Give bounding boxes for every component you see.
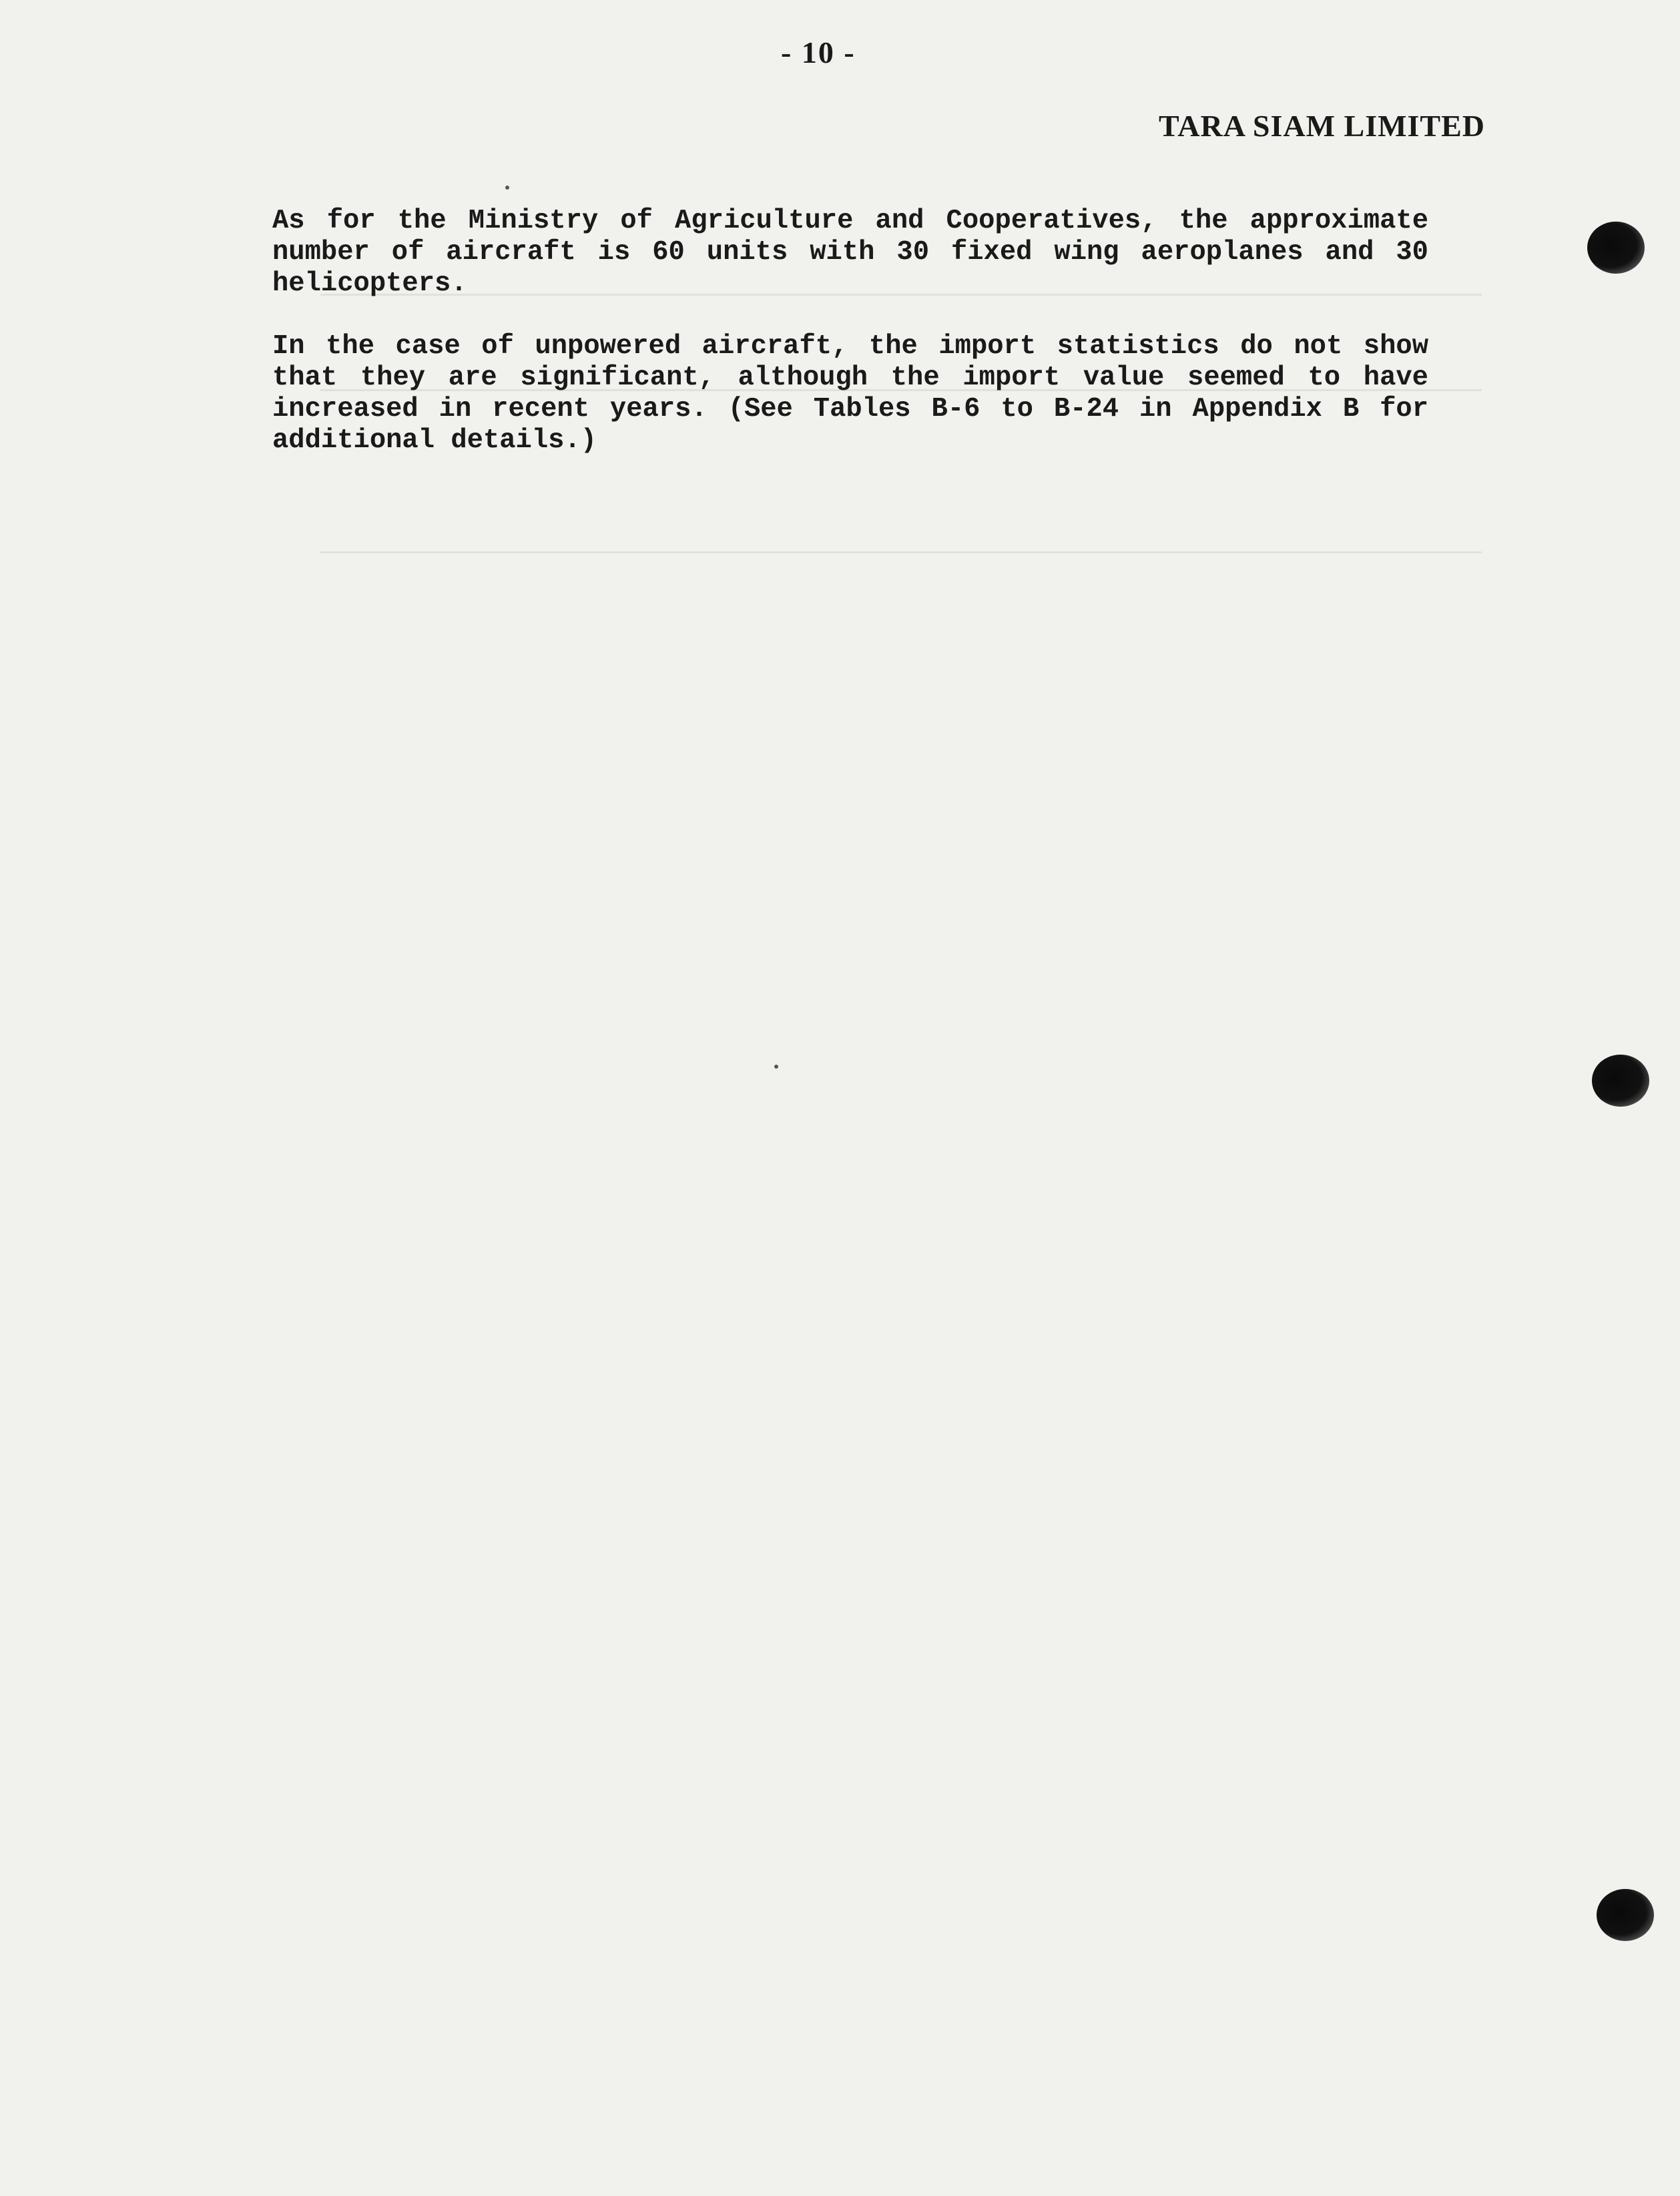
- punch-hole: [1592, 1055, 1649, 1107]
- punch-hole: [1587, 222, 1645, 274]
- company-header: TARA SIAM LIMITED: [1159, 109, 1485, 143]
- stray-mark: [505, 186, 509, 190]
- punch-hole: [1597, 1889, 1654, 1941]
- page-number: - 10 -: [781, 35, 856, 69]
- stray-mark: [774, 1065, 778, 1069]
- paragraph-unpowered-aircraft: In the case of unpowered aircraft, the import statistics do not show that they are significant, although the import value seemed to have increased in recent years. (See Tables B-6 to B-24 in Appendix B for additional details.): [272, 331, 1428, 456]
- paragraph-agriculture-aircraft: As for the Ministry of Agriculture and Cooperatives, the approximate number of aircraft is 60 units with 30 fixed wing aeroplanes and 30 helicopters.: [272, 206, 1428, 299]
